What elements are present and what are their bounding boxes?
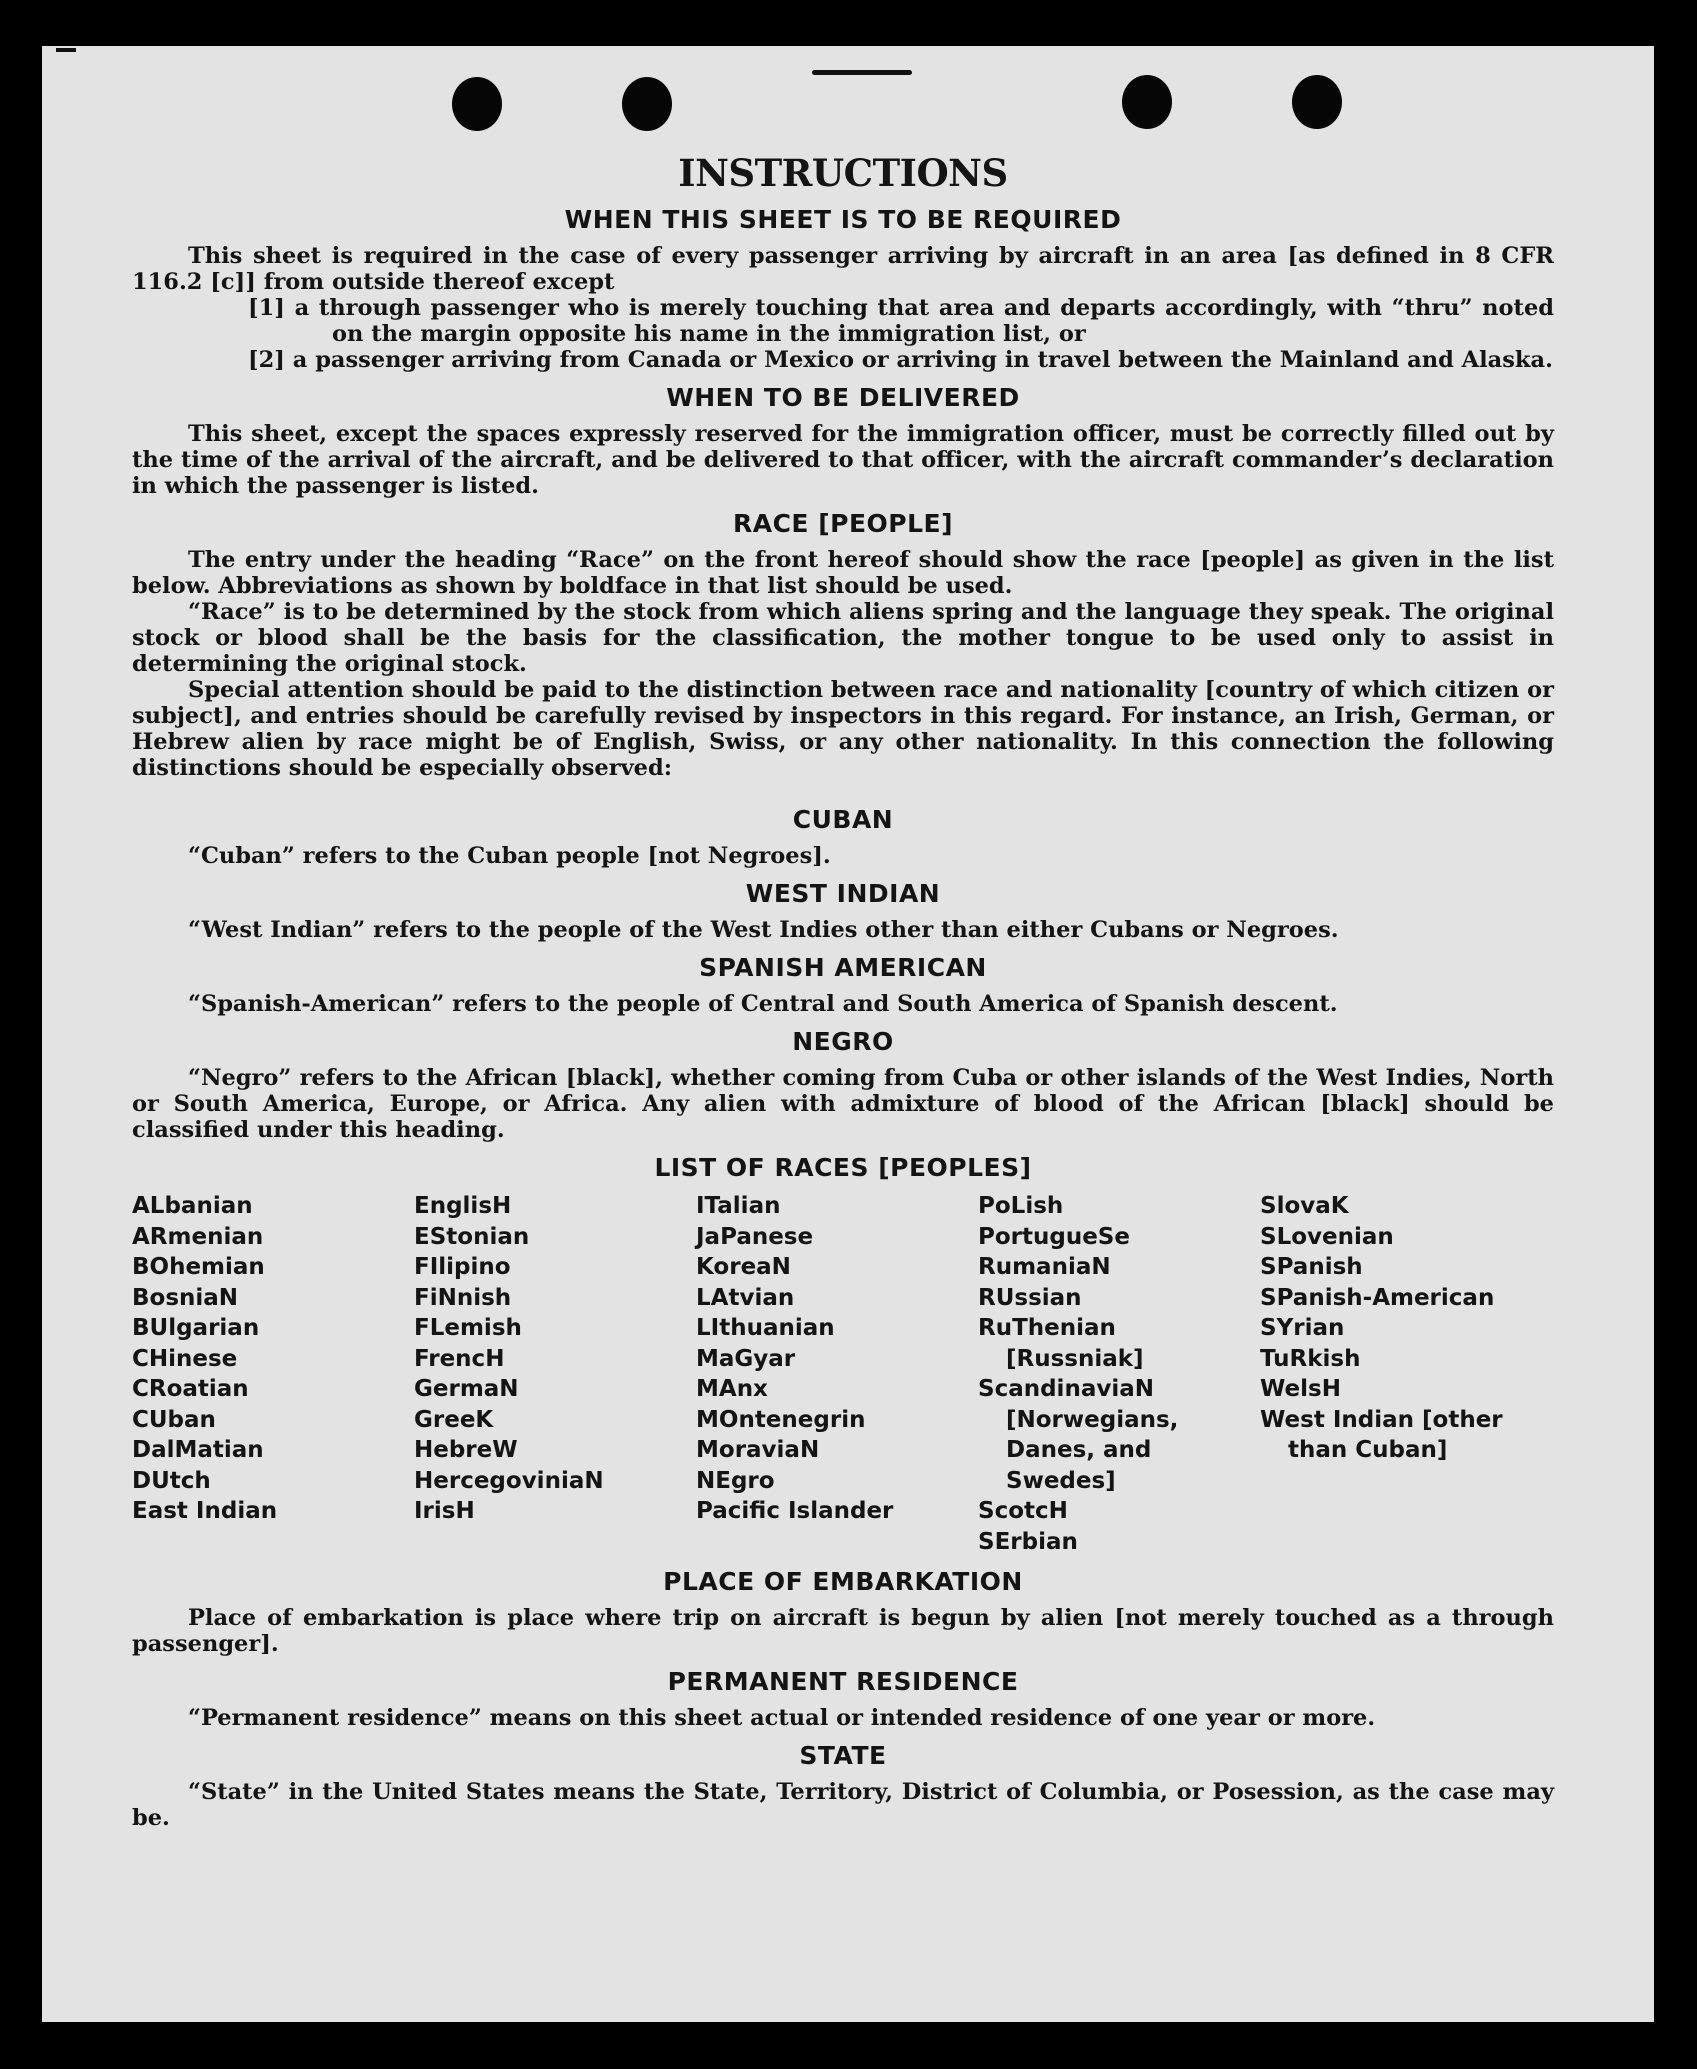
heading-when-required: WHEN THIS SHEET IS TO BE REQUIRED [564,205,1122,234]
race-item: MOntenegrin [696,1406,866,1433]
race-item: RumaniaN [978,1254,1111,1280]
race-item: PortugueSe [978,1223,1130,1250]
punch-hole-3 [1122,75,1172,129]
heading-permanent-residence: PERMANENT RESIDENCE [667,1667,1019,1696]
torn-edge-mark [812,70,912,75]
spanish-american-text: “Spanish-American” refers to the people of Central and South America of Spanish descent. [188,991,1338,1017]
page-title: INSTRUCTIONS [678,151,1008,195]
races-column-3 [696,1191,978,1557]
state-text: “State” in the United States means the State, Territory, District of Columbia, or Posession, as the case may be. [132,1779,1554,1831]
race-item: MaGyar [696,1345,796,1372]
races-column-5 [1260,1191,1554,1557]
negro-text: “Negro” refers to the African [black], whether coming from Cuba or other islands of the West Indies, North or South America, Europe, or Africa. Any alien with admixture of blood of the African [black] should be classified under this heading. [132,1065,1554,1143]
race-item: SPanish [1260,1254,1363,1280]
race-item: MoraviaN [696,1437,820,1463]
heading-west-indian: WEST INDIAN [745,879,941,908]
race-paragraph-2: “Race” is to be determined by the stock from which aliens spring and the language they speak. The original stock or blood shall be the basis for the classification, the mother tongue to be used only to assist in determining the original stock. [132,599,1554,677]
race-item: BUlgarian [132,1315,260,1341]
races-column-4 [978,1191,1260,1557]
race-item: RUssian [978,1284,1082,1311]
race-item: MAnx [696,1376,768,1402]
race-item: CUban [132,1406,216,1433]
race-item: SYrian [1260,1315,1345,1341]
race-item: SPanish-American [1260,1284,1495,1311]
heading-negro: NEGRO [792,1027,894,1056]
race-item: KoreaN [696,1254,791,1280]
heading-place-of-embarkation: PLACE OF EMBARKATION [663,1567,1023,1596]
race-item: CHinese [132,1345,238,1372]
race-item: GermaN [414,1376,519,1402]
race-item: WelsH [1260,1376,1341,1402]
races-list [132,1191,1554,1557]
race-item: PoLish [978,1193,1064,1219]
race-item: JaPanese [696,1223,814,1250]
race-item: NEgro [696,1467,775,1494]
delivered-text: This sheet, except the spaces expressly reserved for the immigration officer, must be correctly filled out by the time of the arrival of the aircraft, and be delivered to that officer, with the aircraft commander’s declaration in which the passenger is listed. [132,421,1554,499]
race-item: West Indian [other than Cuban] [1260,1406,1503,1463]
race-item: DalMatian [132,1437,264,1463]
residence-text: “Permanent residence” means on this sheet actual or intended residence of one year or more. [188,1705,1376,1731]
document-sheet [42,46,1654,2022]
race-item: ALbanian [132,1193,253,1219]
race-item: ITalian [696,1193,781,1219]
race-item: HebreW [414,1437,518,1463]
race-item: SErbian [978,1528,1078,1555]
race-paragraph-3: Special attention should be paid to the distinction between race and nationality [country of which citizen or subject], and entries should be carefully revised by inspectors in this regard. For instance, an Irish, German, or Hebrew alien by race might be of English, Swiss, or any other nationality. In this connection the following distinctions should be especially observed: [132,677,1554,781]
race-paragraph-1: The entry under the heading “Race” on the front hereof should show the race [people] as given in the list below. Abbreviations as shown by boldface in that list should be used. [132,547,1554,599]
west-indian-text: “West Indian” refers to the people of the West Indies other than either Cubans or Negroes. [188,917,1339,943]
race-item: FiNnish [414,1284,512,1311]
race-item: LIthuanian [696,1315,835,1341]
punch-hole-2 [622,77,672,131]
race-item: IrisH [414,1498,475,1524]
race-item: SLovenian [1260,1223,1394,1250]
instructions-content [132,151,1554,1831]
race-item: TuRkish [1260,1345,1361,1372]
race-item: Pacific Islander [696,1498,894,1524]
race-item: FrencH [414,1345,505,1372]
punch-hole-4 [1292,75,1342,129]
corner-mark [56,48,76,52]
race-item: SlovaK [1260,1193,1349,1219]
race-item: DUtch [132,1467,211,1494]
race-item: ARmenian [132,1223,264,1250]
heading-when-delivered: WHEN TO BE DELIVERED [666,383,1020,412]
heading-list-of-races: LIST OF RACES [PEOPLES] [654,1153,1032,1182]
required-item-1: [1] a through passenger who is merely touching that area and departs accordingly, with “thru” noted on the margin opposite his name in the immigration list, or [248,295,1554,347]
heading-state: STATE [799,1741,887,1770]
required-item-2: [2] a passenger arriving from Canada or Mexico or arriving in travel between the Mainland and Alaska. [248,347,1553,373]
race-item: BOhemian [132,1254,265,1280]
races-column-1 [132,1191,414,1557]
punch-hole-1 [452,77,502,131]
race-item: EnglisH [414,1193,512,1219]
race-item: RuThenian [Russniak] [978,1315,1144,1372]
race-item: FLemish [414,1315,522,1341]
race-item: HercegoviniaN [414,1467,604,1494]
heading-spanish-american: SPANISH AMERICAN [699,953,987,982]
race-item: ScandinaviaN [Norwegians, Danes, and Swedes] [978,1376,1179,1494]
heading-race: RACE [PEOPLE] [732,509,954,538]
embarkation-text: Place of embarkation is place where trip on aircraft is begun by alien [not merely touched as a through passenger]. [132,1605,1554,1657]
race-item: BosniaN [132,1284,239,1311]
heading-cuban: CUBAN [792,805,894,834]
race-item: ScotcH [978,1498,1068,1524]
race-item: GreeK [414,1406,494,1433]
race-item: East Indian [132,1498,278,1524]
race-item: EStonian [414,1223,530,1250]
races-column-2 [414,1191,696,1557]
race-item: FIlipino [414,1254,511,1280]
cuban-text: “Cuban” refers to the Cuban people [not Negroes]. [188,843,831,869]
required-intro: This sheet is required in the case of every passenger arriving by aircraft in an area [as defined in 8 CFR 116.2 [c]] from outside thereof except [132,243,1554,295]
race-item: LAtvian [696,1284,795,1311]
race-item: CRoatian [132,1376,249,1402]
